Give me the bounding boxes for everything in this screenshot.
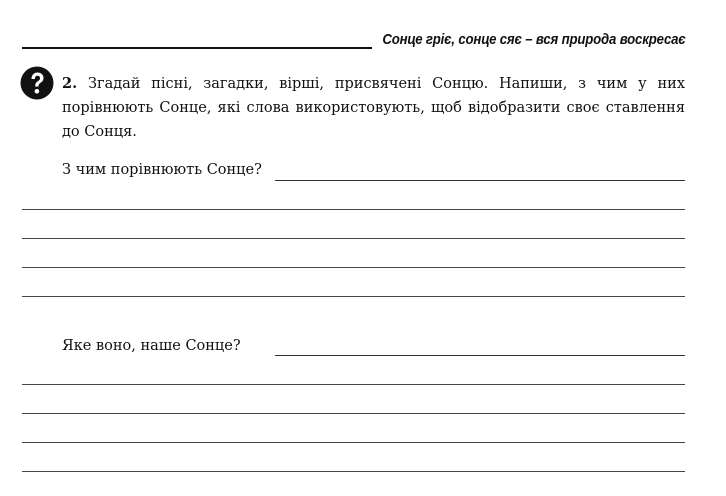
question-mark-icon bbox=[20, 66, 54, 100]
answer-line-inline-2[interactable] bbox=[275, 355, 685, 356]
question-2-label: Яке воно, наше Сонце? bbox=[62, 338, 241, 354]
page-header-title: Сонце гріє, сонце сяє – вся природа воскресає bbox=[382, 31, 686, 48]
answer-line[interactable] bbox=[22, 238, 685, 239]
task-body: Згадай пісні, загадки, вірші, присвячені Сонцю. Напиши, з чим у них порівнюють Сонце, які слова використовують, щоб відобразити своє ставлення до Сонця. bbox=[62, 76, 685, 140]
answer-line[interactable] bbox=[22, 413, 685, 414]
header-rule bbox=[22, 47, 372, 49]
answer-line[interactable] bbox=[22, 442, 685, 443]
answer-line[interactable] bbox=[22, 296, 685, 297]
task-number: 2. bbox=[62, 75, 78, 92]
question-1-label: З чим порівнюють Сонце? bbox=[62, 162, 262, 178]
answer-line[interactable] bbox=[22, 209, 685, 210]
task-text bbox=[62, 72, 685, 144]
answer-line-inline-1[interactable] bbox=[275, 180, 685, 181]
answer-line[interactable] bbox=[22, 384, 685, 385]
answer-line[interactable] bbox=[22, 267, 685, 268]
answer-line[interactable] bbox=[22, 471, 685, 472]
